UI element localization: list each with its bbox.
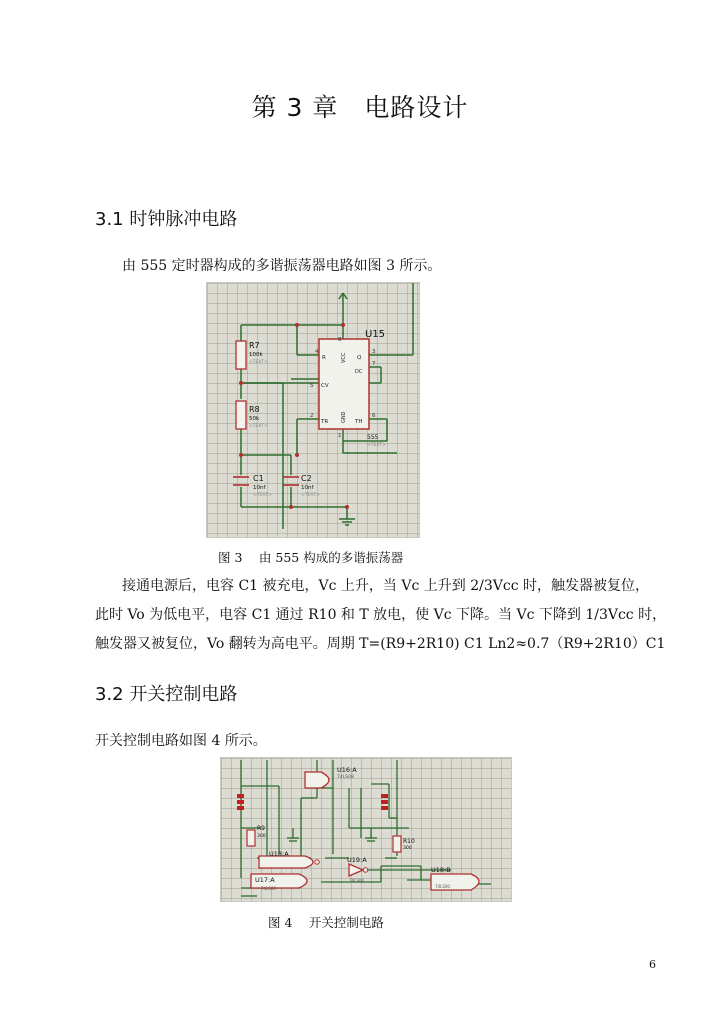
resistor-r7	[236, 341, 246, 369]
body-line-1: 接通电源后，电容 C1 被充电，Vc 上升，当 Vc 上升到 2/3Vcc 时，触发器被复位，	[122, 578, 649, 594]
figure-3-schematic	[206, 282, 420, 538]
resistor-r10	[393, 836, 401, 852]
pin-q-label: Q	[357, 355, 362, 361]
figure-4-schematic	[220, 757, 512, 902]
led-indicator-right	[381, 794, 388, 810]
c1-value-label: 10nf	[253, 485, 266, 491]
figure-4-svg	[221, 758, 511, 901]
r8-text-tag: <TEXT>	[249, 424, 268, 429]
chip-text-tag: <TEXT>	[367, 443, 386, 448]
pin-dc-label: DC	[355, 369, 363, 375]
c2-text-tag: <TEXT>	[301, 493, 320, 498]
u18b-part-label: 74LS00	[435, 884, 450, 889]
u18b-label: U18:B	[431, 866, 451, 874]
r9-value-label: 300	[257, 834, 266, 839]
body-line-3: 触发器又被复位，Vo 翻转为高电平。周期 T=(R9+2R10) C1 Ln2≈0.7（R9+2R10）C1	[95, 636, 666, 652]
pin-3-number: 3	[372, 349, 376, 355]
pin-4-number: 4	[315, 349, 319, 355]
figure-4-caption: 图 4 开关控制电路	[268, 915, 384, 930]
r8-value-label: 50k	[249, 416, 260, 422]
section-3-1-title: 3.1 时钟脉冲电路	[95, 209, 238, 230]
chip-ref-label: U15	[365, 329, 386, 340]
r7-ref-label: R7	[249, 341, 260, 350]
u19a-label: U19:A	[347, 856, 367, 864]
chip-part-label: 555	[367, 434, 379, 441]
u19a-part-label: 74LS04	[349, 878, 364, 883]
c1-ref-label: C1	[253, 474, 264, 483]
pin-tr-label: TR	[321, 419, 329, 425]
c2-value-label: 10nf	[301, 485, 314, 491]
figure-3-caption: 图 3 由 555 构成的多谐振荡器	[218, 550, 404, 565]
pin-gnd-label: GND	[341, 411, 347, 423]
pin-th-label: TH	[355, 419, 363, 425]
r10-label: R10	[403, 838, 415, 845]
section-3-2-title: 3.2 开关控制电路	[95, 684, 238, 705]
r8-ref-label: R8	[249, 405, 260, 414]
gate-u19a-bubble	[363, 868, 367, 872]
u17a-label: U17:A	[255, 876, 275, 884]
r10-value-label: 300	[403, 846, 412, 851]
gate-u19a	[349, 864, 363, 876]
pin-cv-label: CV	[321, 383, 329, 389]
pin-r-label: R	[322, 355, 326, 361]
pin-2-number: 2	[310, 413, 314, 419]
pin-1-number: 1	[338, 433, 342, 439]
led-indicator-left	[237, 794, 244, 810]
u16a-label: U16:A	[337, 766, 357, 774]
resistor-r9	[247, 830, 255, 846]
pin-vcc-label: VCC	[341, 352, 347, 363]
pin-8-number: 8	[338, 337, 342, 343]
u18a-label: U18:A	[269, 850, 289, 858]
figure-3-svg	[207, 283, 419, 537]
u17a-part-label: 74LS00	[261, 886, 276, 891]
c1-text-tag: <TEXT>	[253, 493, 272, 498]
resistor-r8	[236, 401, 246, 429]
pin-7-number: 7	[372, 361, 376, 367]
page-number: 6	[649, 958, 656, 971]
gate-u16a	[305, 772, 329, 788]
gate-u18a-bubble	[315, 860, 319, 864]
capacitor-c1	[233, 477, 249, 485]
r7-value-label: 100k	[249, 352, 263, 358]
body-line-2: 此时 Vo 为低电平，电容 C1 通过 R10 和 T 放电，使 Vc 下降。当 Vc 下降到 1/3Vcc 时，	[95, 607, 667, 623]
chapter-title: 第 3 章 电路设计	[251, 93, 469, 122]
pin-5-number: 5	[310, 383, 314, 389]
section-3-1-intro: 由 555 定时器构成的多谐振荡器电路如图 3 所示。	[122, 258, 442, 274]
u16a-part-label: 74LS08	[337, 775, 354, 780]
c2-ref-label: C2	[301, 474, 312, 483]
r9-label: R9	[257, 825, 265, 832]
capacitor-c2	[283, 477, 299, 485]
pin-6-number: 6	[372, 413, 376, 419]
section-3-2-intro: 开关控制电路如图 4 所示。	[95, 733, 267, 749]
r7-text-tag: <TEXT>	[249, 360, 268, 365]
